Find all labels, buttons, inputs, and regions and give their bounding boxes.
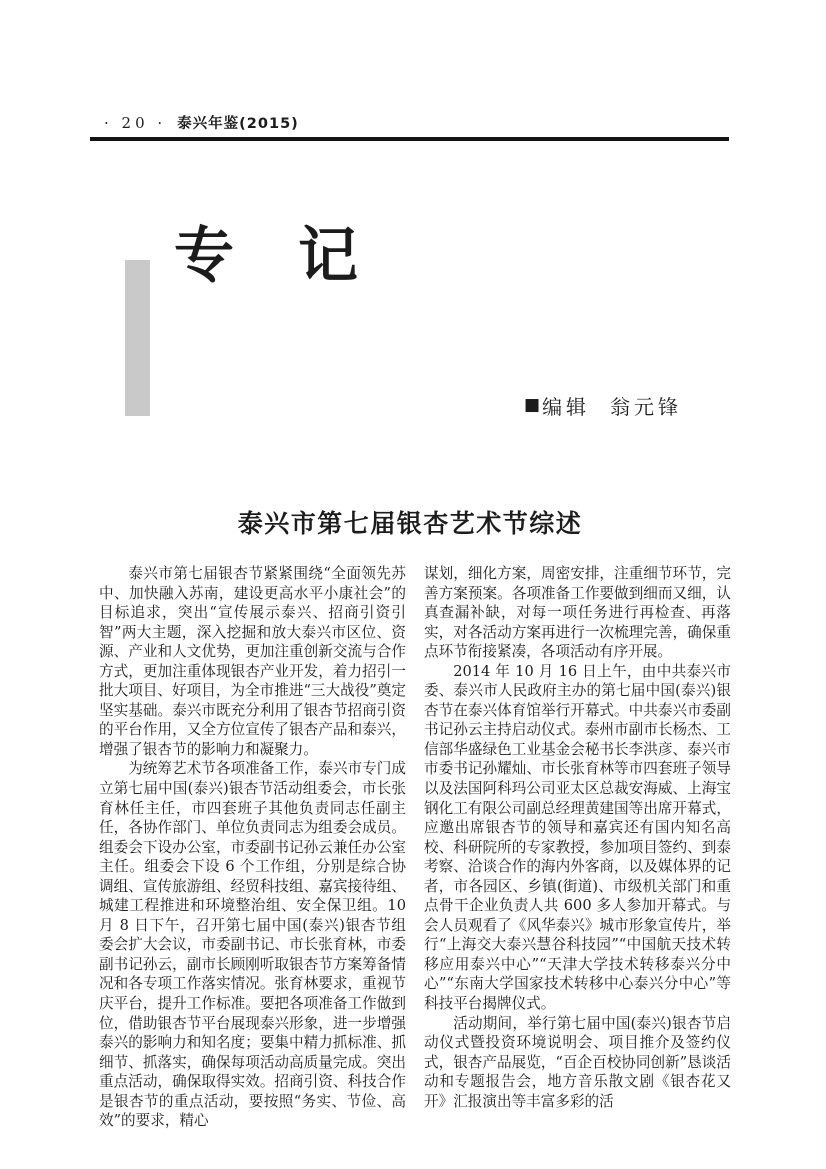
- body-paragraph: 为统筹艺术节各项准备工作，泰兴市专门成立第七届中国(泰兴)银杏节活动组委会，市长张育林任主任，市四套班子其他负责同志任副主任，各协作部门、单位负责同志为组委会成员。组委会下设办公室，市委副书记孙云兼任办公室主任。组委会下设 6 个工作组，分别是综合协调组、宣传旅游组、经贸科技组、嘉宾接待组、城建工程推进和环境整治组、安全保卫组。10 月 8 日下午，召开第七届中国(泰兴)银杏节组委会扩大会议，市委副书记、市长张育林，市委副书记孙云，副市长顾刚听取银杏节方案筹备情况和各专项工作落实情况。张育林要求，重视节庆平台，提升工作标准。要把各项准备工作做到位，借助银杏节平台展现泰兴形象，进一步增强泰兴的影响力和知名度；要集中精力抓标准、抓细节、抓落实，确保每项活动高质量完成。突出重点活动，确保取得实效。招商引资、科技合作是银杏节的重点活动，要按照“务实、节俭、高效”的要求，精心: [99, 760, 406, 1130]
- filled-square-icon: ■: [524, 395, 541, 415]
- book-title: 泰兴年鉴(2015): [177, 116, 299, 132]
- page-number-label: · 20 ·: [104, 114, 167, 132]
- editor-line: [524, 391, 682, 420]
- body-paragraph: 泰兴市第七届银杏节紧紧围绕“全面领先苏中、加快融入苏南，建设更高水平小康社会”的目标追求，突出“宣传展示泰兴、招商引资引智”两大主题，深入挖掘和放大泰兴市区位、资源、产业和人文优势，更加注重创新交流与合作方式，更加注重体现银杏产业开发，着力招引一批大项目、好项目，为全市推进“三大战役”奠定坚实基础。泰兴市既充分利用了银杏节招商引资的平台作用，又全方位宣传了银杏产品和泰兴，增强了银杏节的影响力和凝聚力。: [99, 565, 406, 758]
- editor-label: 编辑: [542, 395, 591, 419]
- page-header: [104, 112, 299, 133]
- section-accent-bar: [125, 260, 150, 416]
- column-right: [424, 564, 731, 1131]
- article-title: 泰兴市第七届银杏艺术节综述: [237, 509, 583, 538]
- body-paragraph: 活动期间，举行第七届中国(泰兴)银杏节启动仪式暨投资环境说明会、项目推介及签约仪式，银杏产品展览，“百企百校协同创新”恳谈活动和专题报告会，地方音乐散文剧《银杏花又开》汇报演出等丰富多彩的活: [424, 1014, 731, 1110]
- body-paragraph: 2014 年 10 月 16 日上午，由中共泰兴市委、泰兴市人民政府主办的第七届中国(泰兴)银杏节在泰兴体育馆举行开幕式。中共泰兴市委副书记孙云主持启动仪式。泰州市副市长杨杰、工信部华盛绿色工业基金会秘书长李洪彦、泰兴市市委书记孙耀灿、市长张育林等市四套班子领导以及法国阿科玛公司亚太区总裁安海威、上海宝钢化工有限公司副总经理黄建国等出席开幕式，应邀出席银杏节的领导和嘉宾还有国内知名高校、科研院所的专家教授，参加项目签约、到泰考察、洽谈合作的海内外客商，以及媒体界的记者，市各园区、乡镇(街道)、市级机关部门和重点骨干企业负责人共 600 多人参加开幕式。与会人员观看了《风华泰兴》城市形象宣传片，举行“上海交大泰兴慧谷科技园”“中国航天技术转移应用泰兴中心”“天津大学技术转移泰兴分中心”“东南大学国家技术转移中心泰兴分中心”等科技平台揭牌仪式。: [424, 662, 731, 1013]
- column-left: [99, 564, 406, 1131]
- editor-name: 翁元锋: [610, 395, 683, 419]
- body-paragraph: 谋划，细化方案，周密安排，注重细节环节，完善方案预案。各项准备工作要做到细而又细，认真查漏补缺，对每一项任务进行再检查、再落实，对各活动方案再进行一次梳理完善，确保重点环节衔接紧凑，各项活动有序开展。: [424, 565, 731, 661]
- article-body: [99, 564, 731, 1131]
- section-title: 专 记: [174, 221, 360, 291]
- header-rule: [90, 137, 729, 141]
